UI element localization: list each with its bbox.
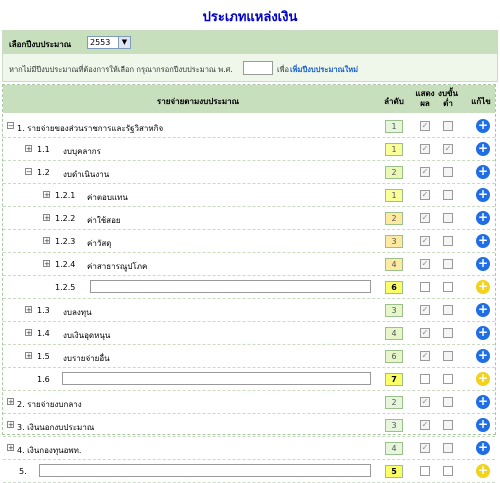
min-budget-checkbox[interactable] <box>443 351 453 361</box>
table-row <box>3 161 495 184</box>
chevron-down-icon: ▼ <box>118 37 130 48</box>
expand-icon[interactable]: + <box>26 329 32 337</box>
row-label: ค่าสาธารณูปโภค <box>87 262 148 271</box>
min-budget-checkbox[interactable]: ✓ <box>444 144 452 153</box>
plus-circle-blue-icon[interactable]: + <box>477 302 489 316</box>
table-row <box>3 437 495 460</box>
show-checkbox[interactable]: ✓ <box>421 305 429 314</box>
new-year-input[interactable] <box>243 61 273 75</box>
order-field[interactable]: 2 <box>385 396 403 409</box>
new-item-input[interactable] <box>39 464 371 477</box>
plus-circle-blue-icon[interactable]: + <box>477 210 489 224</box>
expand-icon[interactable]: + <box>44 191 50 199</box>
add-year-link[interactable]: เพิ่มปีงบประมาณใหม่ <box>290 65 359 74</box>
show-checkbox[interactable]: ✓ <box>421 236 429 245</box>
order-field[interactable]: 2 <box>385 166 403 179</box>
min-budget-checkbox[interactable] <box>443 466 453 476</box>
table-row <box>3 115 495 138</box>
plus-circle-blue-icon[interactable]: + <box>477 325 489 339</box>
table-row <box>3 230 495 253</box>
show-checkbox[interactable]: ✓ <box>421 420 429 429</box>
plus-circle-blue-icon[interactable]: + <box>477 141 489 155</box>
order-field[interactable]: 2 <box>385 212 403 225</box>
show-checkbox[interactable]: ✓ <box>421 397 429 406</box>
table-row <box>3 368 495 391</box>
hint-text: หากไม่มีปีงบประมาณที่ต้องการให้เลือก กรุณากรอกปีงบประมาณ พ.ศ. <box>9 65 233 74</box>
table-header <box>3 85 495 113</box>
header-show: แสดงผล <box>415 89 435 108</box>
table-row <box>3 322 495 345</box>
order-field[interactable]: 5 <box>385 465 403 478</box>
row-code: 1.2.4 <box>55 260 76 269</box>
row-code: 1.2.2 <box>55 214 76 223</box>
table-row <box>3 253 495 276</box>
row-code: 1.5 <box>37 352 50 361</box>
plus-circle-yellow-icon[interactable]: + <box>477 371 489 385</box>
show-checkbox[interactable]: ✓ <box>421 121 429 130</box>
row-label: 1. รายจ่ายของส่วนราชการและรัฐวิสาหกิจ <box>17 124 164 133</box>
expand-icon[interactable]: + <box>44 214 50 222</box>
show-checkbox[interactable]: ✓ <box>421 259 429 268</box>
min-budget-checkbox[interactable] <box>443 420 453 430</box>
plus-circle-blue-icon[interactable]: + <box>477 417 489 431</box>
year-row <box>3 31 497 54</box>
order-field[interactable]: 3 <box>385 419 403 432</box>
order-field[interactable]: 1 <box>385 120 403 133</box>
row-code: 1.4 <box>37 329 50 338</box>
plus-circle-blue-icon[interactable]: + <box>477 348 489 362</box>
row-label: ค่าตอบแทน <box>87 193 128 202</box>
row-code: 5. <box>19 467 27 476</box>
new-item-input[interactable] <box>62 372 371 385</box>
show-checkbox[interactable] <box>420 282 430 292</box>
min-budget-checkbox[interactable] <box>443 443 453 453</box>
plus-circle-blue-icon[interactable]: + <box>477 256 489 270</box>
show-checkbox[interactable]: ✓ <box>421 144 429 153</box>
filter-panel <box>2 30 498 82</box>
plus-circle-blue-icon[interactable]: + <box>477 118 489 132</box>
show-checkbox[interactable]: ✓ <box>421 328 429 337</box>
table-row <box>3 345 495 368</box>
row-code: 1.1 <box>37 145 50 154</box>
plus-circle-blue-icon[interactable]: + <box>477 187 489 201</box>
collapse-icon[interactable]: − <box>8 122 14 130</box>
header-name: รายจ่ายตามงบประมาณ <box>156 97 240 106</box>
row-code: 1.2.5 <box>55 283 76 292</box>
table-row <box>3 184 495 207</box>
show-checkbox[interactable]: ✓ <box>421 213 429 222</box>
collapse-icon[interactable]: − <box>26 168 32 176</box>
year-select-value: 2553 <box>90 38 111 47</box>
plus-circle-blue-icon[interactable]: + <box>477 233 489 247</box>
table-row <box>3 414 495 437</box>
year-label: เลือกปีงบประมาณ <box>9 40 72 49</box>
row-label: งบลงทุน <box>63 308 92 317</box>
expand-icon[interactable]: + <box>8 421 14 429</box>
expand-icon[interactable]: + <box>44 260 50 268</box>
order-field[interactable]: 7 <box>385 373 403 386</box>
row-label: ค่าวัสดุ <box>87 239 112 248</box>
min-budget-checkbox[interactable] <box>443 305 453 315</box>
row-code: 1.6 <box>37 375 50 384</box>
show-checkbox[interactable]: ✓ <box>421 351 429 360</box>
header-min: งบขั้นต่ำ <box>438 89 458 108</box>
show-checkbox[interactable] <box>420 466 430 476</box>
plus-circle-blue-icon[interactable]: + <box>477 440 489 454</box>
year-select[interactable] <box>87 36 131 49</box>
show-checkbox[interactable]: ✓ <box>421 167 429 176</box>
min-budget-checkbox[interactable] <box>443 190 453 200</box>
plus-circle-blue-icon[interactable]: + <box>477 394 489 408</box>
row-code: 1.2.1 <box>55 191 76 200</box>
row-code: 1.2.3 <box>55 237 76 246</box>
row-label: 3. เงินนอกงบประมาณ <box>17 423 95 432</box>
order-field[interactable]: 6 <box>385 281 403 294</box>
expand-icon[interactable]: + <box>26 145 32 153</box>
order-field[interactable]: 4 <box>385 327 403 340</box>
plus-circle-yellow-icon[interactable]: + <box>477 279 489 293</box>
min-budget-checkbox[interactable] <box>443 167 453 177</box>
new-item-input[interactable] <box>90 280 371 293</box>
expand-icon[interactable]: + <box>8 398 14 406</box>
min-budget-checkbox[interactable] <box>443 374 453 384</box>
table-row <box>3 391 495 414</box>
expand-icon[interactable]: + <box>26 306 32 314</box>
show-checkbox[interactable]: ✓ <box>421 190 429 199</box>
header-order: ลำดับ <box>384 97 404 106</box>
order-field[interactable]: 3 <box>385 304 403 317</box>
order-field[interactable]: 4 <box>385 442 403 455</box>
order-field[interactable]: 6 <box>385 350 403 363</box>
min-budget-checkbox[interactable] <box>443 121 453 131</box>
budget-table <box>2 84 496 477</box>
order-field[interactable]: 1 <box>385 189 403 202</box>
expand-icon[interactable]: + <box>8 444 14 452</box>
row-label: 2. รายจ่ายงบกลาง <box>17 400 82 409</box>
row-label: งบรายจ่ายอื่น <box>63 354 110 363</box>
row-label: งบบุคลากร <box>63 147 101 156</box>
row-label: ค่าใช้สอย <box>87 216 121 225</box>
row-code: 1.3 <box>37 306 50 315</box>
plus-circle-yellow-icon[interactable]: + <box>477 463 489 477</box>
page-title: ประเภทแหล่งเงิน <box>202 10 298 25</box>
show-checkbox[interactable]: ✓ <box>421 443 429 452</box>
order-field[interactable]: 4 <box>385 258 403 271</box>
expand-icon[interactable]: + <box>44 237 50 245</box>
show-checkbox[interactable] <box>420 374 430 384</box>
min-budget-checkbox[interactable] <box>443 397 453 407</box>
table-row <box>3 299 495 322</box>
table-row <box>3 207 495 230</box>
row-label: งบเงินอุดหนุน <box>63 331 111 340</box>
expand-icon[interactable]: + <box>26 352 32 360</box>
row-code: 1.2 <box>37 168 50 177</box>
order-field[interactable]: 3 <box>385 235 403 248</box>
hint-after: เพื่อ <box>277 65 290 74</box>
min-budget-checkbox[interactable] <box>443 282 453 292</box>
plus-circle-blue-icon[interactable]: + <box>477 164 489 178</box>
order-field[interactable]: 1 <box>385 143 403 156</box>
min-budget-checkbox[interactable] <box>443 328 453 338</box>
row-label: งบดำเนินงาน <box>63 170 110 179</box>
min-budget-checkbox[interactable] <box>443 213 453 223</box>
header-edit: แก้ไข <box>471 97 491 106</box>
row-label: 4. เงินกองทุนอพท. <box>17 446 82 455</box>
table-row <box>3 276 495 299</box>
min-budget-checkbox[interactable] <box>443 259 453 269</box>
min-budget-checkbox[interactable] <box>443 236 453 246</box>
table-row <box>3 460 495 483</box>
table-row <box>3 138 495 161</box>
